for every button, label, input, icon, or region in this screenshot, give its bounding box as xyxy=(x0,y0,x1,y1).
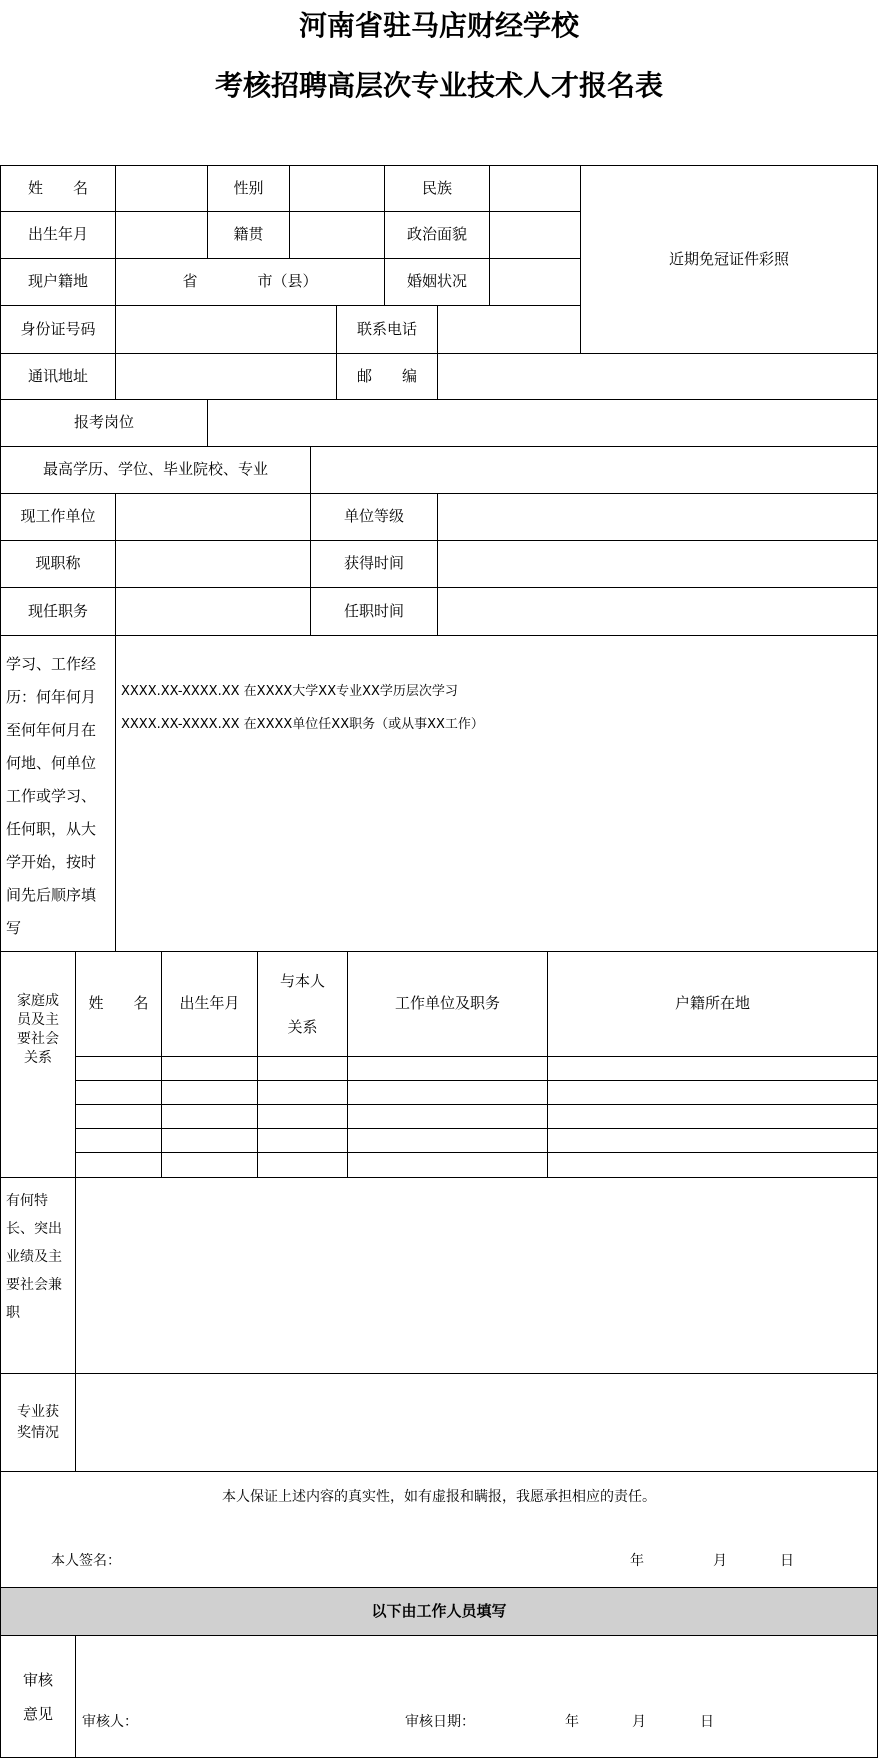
experience-line-2: XXXX.XX-XXXX.XX 在XXXX单位任XX职务（或从事XX工作） xyxy=(121,717,484,732)
family-header-name: 姓 名 xyxy=(75,951,162,1057)
label-education: 最高学历、学位、毕业院校、专业 xyxy=(0,446,311,494)
family-cell[interactable] xyxy=(257,1104,348,1129)
label-review-1: 审核 xyxy=(22,1670,53,1689)
field-postcode[interactable] xyxy=(437,353,878,400)
sign-day: 日 xyxy=(780,1553,794,1569)
label-name: 姓 名 xyxy=(0,165,116,212)
label-family-text: 家庭成员及主要社会关系 xyxy=(17,993,59,1066)
family-header-relation-2: 关系 xyxy=(287,1018,318,1036)
label-awards-cell xyxy=(0,1373,76,1472)
label-employer-level: 单位等级 xyxy=(310,493,438,541)
family-cell[interactable] xyxy=(547,1056,878,1081)
family-cell[interactable] xyxy=(161,1152,258,1178)
label-review-2: 意见 xyxy=(22,1704,53,1723)
sign-year: 年 xyxy=(630,1553,644,1569)
family-header-household: 户籍所在地 xyxy=(547,951,878,1057)
field-household[interactable]: 省 市（县） xyxy=(115,258,385,306)
label-political-status: 政治面貌 xyxy=(384,211,490,259)
family-cell[interactable] xyxy=(257,1128,348,1153)
pledge-text: 本人保证上述内容的真实性，如有虚报和瞒报，我愿承担相应的责任。 xyxy=(222,1489,656,1505)
label-awards: 专业获奖情况 xyxy=(17,1403,59,1441)
family-cell[interactable] xyxy=(75,1056,162,1081)
form-title: 考核招聘高层次专业技术人才报名表 xyxy=(214,69,663,102)
field-title-held[interactable] xyxy=(115,540,311,588)
label-address: 通讯地址 xyxy=(0,353,116,400)
family-cell[interactable] xyxy=(75,1128,162,1153)
family-header-relation-1: 与本人 xyxy=(279,972,325,990)
photo-box[interactable]: 近期免冠证件彩照 xyxy=(580,165,878,354)
label-gender: 性别 xyxy=(207,165,290,212)
field-current-post[interactable] xyxy=(115,587,311,636)
label-position: 报考岗位 xyxy=(0,399,208,447)
field-review[interactable] xyxy=(75,1635,878,1758)
field-political-status[interactable] xyxy=(489,211,581,259)
label-current-post: 现任职务 xyxy=(0,587,116,636)
family-cell[interactable] xyxy=(347,1152,548,1178)
field-title-date[interactable] xyxy=(437,540,878,588)
signature-label: 本人签名： xyxy=(51,1553,121,1569)
label-experience: 学习、工作经历：何年何月至何年何月在何地、何单位工作或学习、任何职，从大学开始，按时间先后顺序填写 xyxy=(6,655,97,937)
label-review-cell xyxy=(0,1635,76,1758)
experience-line-1: XXXX.XX-XXXX.XX 在XXXX大学XX专业XX学历层次学习 xyxy=(121,684,458,699)
family-header-relation xyxy=(257,951,348,1057)
family-cell[interactable] xyxy=(257,1080,348,1105)
label-employer: 现工作单位 xyxy=(0,493,116,541)
field-position[interactable] xyxy=(207,399,878,447)
field-name[interactable] xyxy=(115,165,208,212)
label-ethnicity: 民族 xyxy=(384,165,490,212)
label-native-place: 籍贯 xyxy=(207,211,290,259)
family-cell[interactable] xyxy=(347,1080,548,1105)
field-gender[interactable] xyxy=(289,165,385,212)
field-id-number[interactable] xyxy=(115,305,337,354)
family-cell[interactable] xyxy=(547,1080,878,1105)
field-employer-level[interactable] xyxy=(437,493,878,541)
reviewer-label: 审核人： xyxy=(82,1714,138,1730)
review-day: 日 xyxy=(700,1714,714,1730)
family-cell[interactable] xyxy=(547,1128,878,1153)
label-household: 现户籍地 xyxy=(0,258,116,306)
family-cell[interactable] xyxy=(75,1152,162,1178)
field-marital-status[interactable] xyxy=(489,258,581,306)
label-post-date: 任职时间 xyxy=(310,587,438,636)
field-phone[interactable] xyxy=(437,305,581,354)
label-birth: 出生年月 xyxy=(0,211,116,259)
review-month: 月 xyxy=(632,1714,646,1730)
family-cell[interactable] xyxy=(547,1104,878,1129)
label-postcode: 邮 编 xyxy=(336,353,438,400)
family-cell[interactable] xyxy=(347,1056,548,1081)
label-title-held: 现职称 xyxy=(0,540,116,588)
family-cell[interactable] xyxy=(347,1104,548,1129)
family-cell[interactable] xyxy=(347,1128,548,1153)
label-family xyxy=(0,951,76,1178)
review-date-label: 审核日期： xyxy=(405,1714,475,1730)
family-header-work: 工作单位及职务 xyxy=(347,951,548,1057)
field-employer[interactable] xyxy=(115,493,311,541)
field-birth[interactable] xyxy=(115,211,208,259)
family-cell[interactable] xyxy=(161,1128,258,1153)
label-marital-status: 婚姻状况 xyxy=(384,258,490,306)
field-education[interactable] xyxy=(310,446,878,494)
family-cell[interactable] xyxy=(257,1152,348,1178)
field-specialty[interactable] xyxy=(75,1177,878,1374)
field-native-place[interactable] xyxy=(289,211,385,259)
family-cell[interactable] xyxy=(161,1104,258,1129)
family-cell[interactable] xyxy=(75,1104,162,1129)
field-post-date[interactable] xyxy=(437,587,878,636)
label-phone: 联系电话 xyxy=(336,305,438,354)
family-cell[interactable] xyxy=(161,1056,258,1081)
family-cell[interactable] xyxy=(257,1056,348,1081)
form-title-school: 河南省驻马店财经学校 xyxy=(298,9,579,42)
sign-month: 月 xyxy=(713,1553,727,1569)
family-cell[interactable] xyxy=(547,1152,878,1178)
field-address[interactable] xyxy=(115,353,337,400)
family-header-birth: 出生年月 xyxy=(161,951,258,1057)
family-cell[interactable] xyxy=(161,1080,258,1105)
review-year: 年 xyxy=(565,1714,579,1730)
label-specialty: 有何特长、突出业绩及主要社会兼职 xyxy=(6,1193,62,1321)
label-id-number: 身份证号码 xyxy=(0,305,116,354)
field-ethnicity[interactable] xyxy=(489,165,581,212)
family-cell[interactable] xyxy=(75,1080,162,1105)
field-awards[interactable] xyxy=(75,1373,878,1472)
label-title-date: 获得时间 xyxy=(310,540,438,588)
staff-section-header: 以下由工作人员填写 xyxy=(0,1587,878,1636)
